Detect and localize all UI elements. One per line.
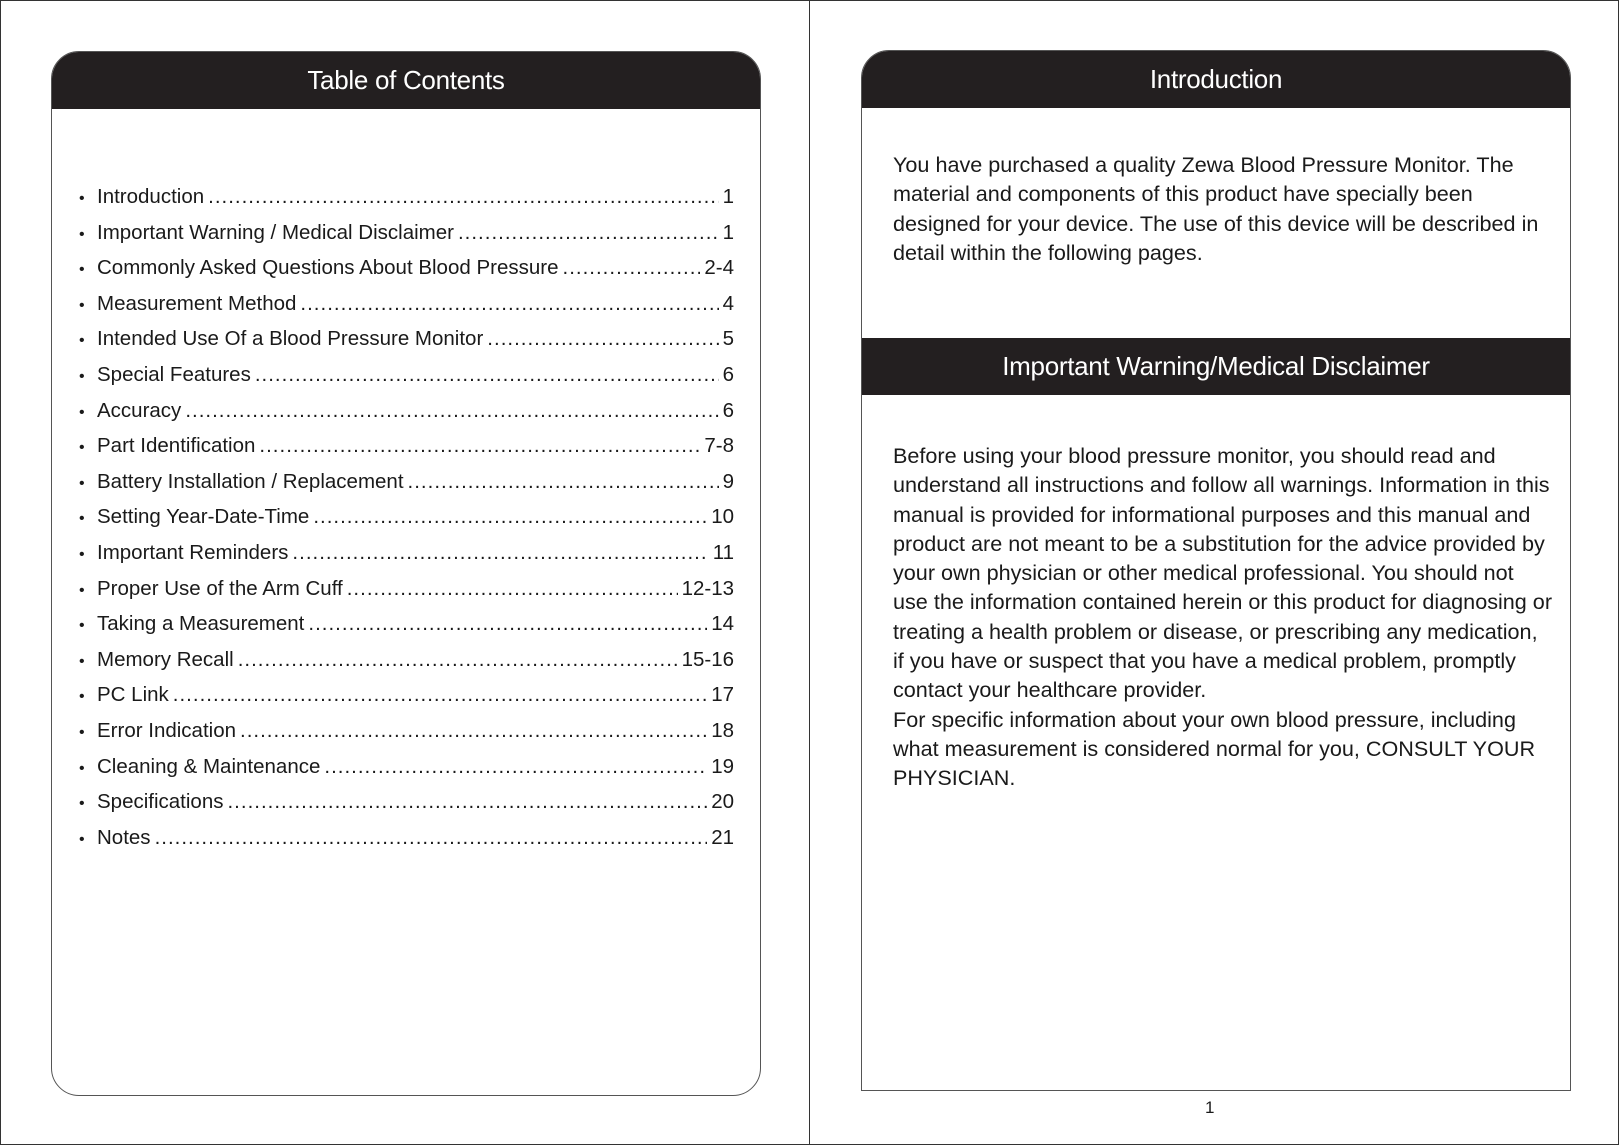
page-number: 1 bbox=[1205, 1098, 1215, 1117]
toc-item bbox=[79, 505, 734, 541]
bullet-icon: • bbox=[79, 581, 85, 599]
toc-item-title: Intended Use Of a Blood Pressure Monitor bbox=[97, 327, 484, 351]
warning-paragraph-2: For specific information about your own blood pressure, including what measurement is considered normal for you, CONSULT YOUR PHYSICIAN. bbox=[893, 706, 1536, 791]
toc-item bbox=[79, 648, 734, 684]
bullet-icon: • bbox=[79, 332, 85, 350]
toc-item-page: 18 bbox=[711, 718, 734, 742]
bullet-icon: • bbox=[79, 759, 85, 777]
toc-item-title: Memory Recall bbox=[97, 647, 234, 671]
toc-leader-dots bbox=[185, 399, 718, 423]
toc-leader-dots bbox=[308, 612, 707, 636]
toc-item-page: 15-16 bbox=[681, 647, 734, 671]
toc-leader-dots bbox=[259, 434, 700, 458]
bullet-icon: • bbox=[79, 261, 85, 279]
toc-item-title: Commonly Asked Questions About Blood Pressure bbox=[97, 256, 559, 280]
bullet-icon: • bbox=[79, 795, 85, 813]
toc-item-page: 14 bbox=[711, 612, 734, 636]
toc-item-title: Proper Use of the Arm Cuff bbox=[97, 576, 343, 600]
toc-item-title: Introduction bbox=[97, 185, 205, 208]
toc-item-page: 20 bbox=[711, 790, 734, 814]
warning-text bbox=[893, 441, 1553, 793]
toc-leader-dots bbox=[208, 185, 718, 209]
toc-header: Table of Contents bbox=[52, 52, 760, 109]
toc-item bbox=[79, 790, 734, 826]
toc-item-title: Cleaning & Maintenance bbox=[97, 754, 321, 778]
toc-item bbox=[79, 755, 734, 791]
bullet-icon: • bbox=[79, 545, 85, 563]
toc-item bbox=[79, 826, 734, 862]
toc-item-page: 7-8 bbox=[704, 434, 734, 458]
toc-item-title: PC Link bbox=[97, 683, 169, 707]
toc-item-title: Taking a Measurement bbox=[97, 612, 305, 636]
toc-item-page: 5 bbox=[722, 327, 734, 351]
toc-item-title: Error Indication bbox=[97, 718, 237, 742]
toc-leader-dots bbox=[300, 292, 718, 316]
toc-item-page: 9 bbox=[722, 469, 734, 493]
toc-item bbox=[79, 434, 734, 470]
toc-item-page: 4 bbox=[722, 291, 734, 315]
bullet-icon: • bbox=[79, 439, 85, 457]
toc-item-title: Part Identification bbox=[97, 434, 256, 458]
toc-item-title: Important Warning / Medical Disclaimer bbox=[97, 220, 454, 244]
bullet-icon: • bbox=[79, 296, 85, 314]
toc-item bbox=[79, 292, 734, 328]
toc-item-page: 10 bbox=[711, 505, 734, 529]
warning-paragraph-1: Before using your blood pressure monitor, you should read and understand all instructions and follow all warnings. Information in this manual is provided for informational purposes and this manual and product are not meant to be a substitution for the advice provided by your own physician or other medical professional. You should not use the information contained herein or this product for diagnosing or treating a health problem or disease, or prescribing any medication, if you have or suspect that you have a medical problem, promptly contact your healthcare provider. bbox=[893, 443, 1553, 703]
toc-item bbox=[79, 470, 734, 506]
bullet-icon: • bbox=[79, 367, 85, 385]
toc-item-page: 21 bbox=[711, 825, 734, 849]
toc-item-page: 6 bbox=[722, 398, 734, 422]
toc-item bbox=[79, 719, 734, 755]
toc-item-title: Setting Year-Date-Time bbox=[97, 505, 310, 529]
toc-leader-dots bbox=[240, 719, 707, 743]
bullet-icon: • bbox=[79, 225, 85, 243]
toc-item-page: 2-4 bbox=[704, 256, 734, 280]
toc-leader-dots bbox=[313, 505, 707, 529]
bullet-icon: • bbox=[79, 403, 85, 421]
toc-list bbox=[79, 185, 734, 861]
introduction-header: Introduction bbox=[862, 51, 1570, 108]
bullet-icon: • bbox=[79, 190, 85, 207]
toc-item bbox=[79, 363, 734, 399]
toc-item-page: 1 bbox=[722, 220, 734, 244]
toc-leader-dots bbox=[324, 755, 707, 779]
toc-leader-dots bbox=[255, 363, 719, 387]
bullet-icon: • bbox=[79, 474, 85, 492]
toc-item-page: 6 bbox=[722, 362, 734, 386]
bullet-icon: • bbox=[79, 688, 85, 706]
toc-item bbox=[79, 185, 734, 221]
intro-panel bbox=[861, 50, 1571, 1091]
toc-item-page: 11 bbox=[712, 540, 734, 564]
toc-item-page: 17 bbox=[711, 683, 734, 707]
toc-leader-dots bbox=[563, 256, 701, 280]
toc-item-title: Special Features bbox=[97, 362, 251, 386]
toc-item bbox=[79, 221, 734, 257]
toc-leader-dots bbox=[487, 327, 718, 351]
toc-item-title: Important Reminders bbox=[97, 540, 289, 564]
left-page bbox=[0, 0, 810, 1145]
bullet-icon: • bbox=[79, 617, 85, 635]
toc-item-title: Specifications bbox=[97, 790, 224, 814]
toc-item bbox=[79, 327, 734, 363]
toc-leader-dots bbox=[155, 826, 708, 850]
toc-leader-dots bbox=[458, 221, 719, 245]
toc-item bbox=[79, 256, 734, 292]
toc-item-page: 1 bbox=[722, 185, 734, 208]
warning-header: Important Warning/Medical Disclaimer bbox=[862, 338, 1570, 395]
toc-item bbox=[79, 541, 734, 577]
toc-item-page: 12-13 bbox=[681, 576, 734, 600]
toc-item-title: Notes bbox=[97, 825, 151, 849]
toc-leader-dots bbox=[173, 683, 707, 707]
toc-item bbox=[79, 612, 734, 648]
bullet-icon: • bbox=[79, 652, 85, 670]
introduction-text: You have purchased a quality Zewa Blood Pressure Monitor. The material and components of this product have specially been designed for your device. The use of this device will be described in detail within the following pages. bbox=[893, 152, 1539, 265]
bullet-icon: • bbox=[79, 510, 85, 528]
bullet-icon: • bbox=[79, 830, 85, 848]
toc-item bbox=[79, 577, 734, 613]
toc-item-title: Measurement Method bbox=[97, 291, 297, 315]
toc-item bbox=[79, 399, 734, 435]
toc-item-title: Accuracy bbox=[97, 398, 182, 422]
toc-leader-dots bbox=[347, 577, 678, 601]
toc-item-page: 19 bbox=[711, 754, 734, 778]
toc-item bbox=[79, 683, 734, 719]
toc-item-title: Battery Installation / Replacement bbox=[97, 469, 404, 493]
toc-leader-dots bbox=[292, 541, 708, 565]
toc-panel bbox=[51, 51, 761, 1096]
toc-leader-dots bbox=[408, 470, 719, 494]
bullet-icon: • bbox=[79, 723, 85, 741]
toc-leader-dots bbox=[238, 648, 678, 672]
toc-leader-dots bbox=[227, 790, 707, 814]
